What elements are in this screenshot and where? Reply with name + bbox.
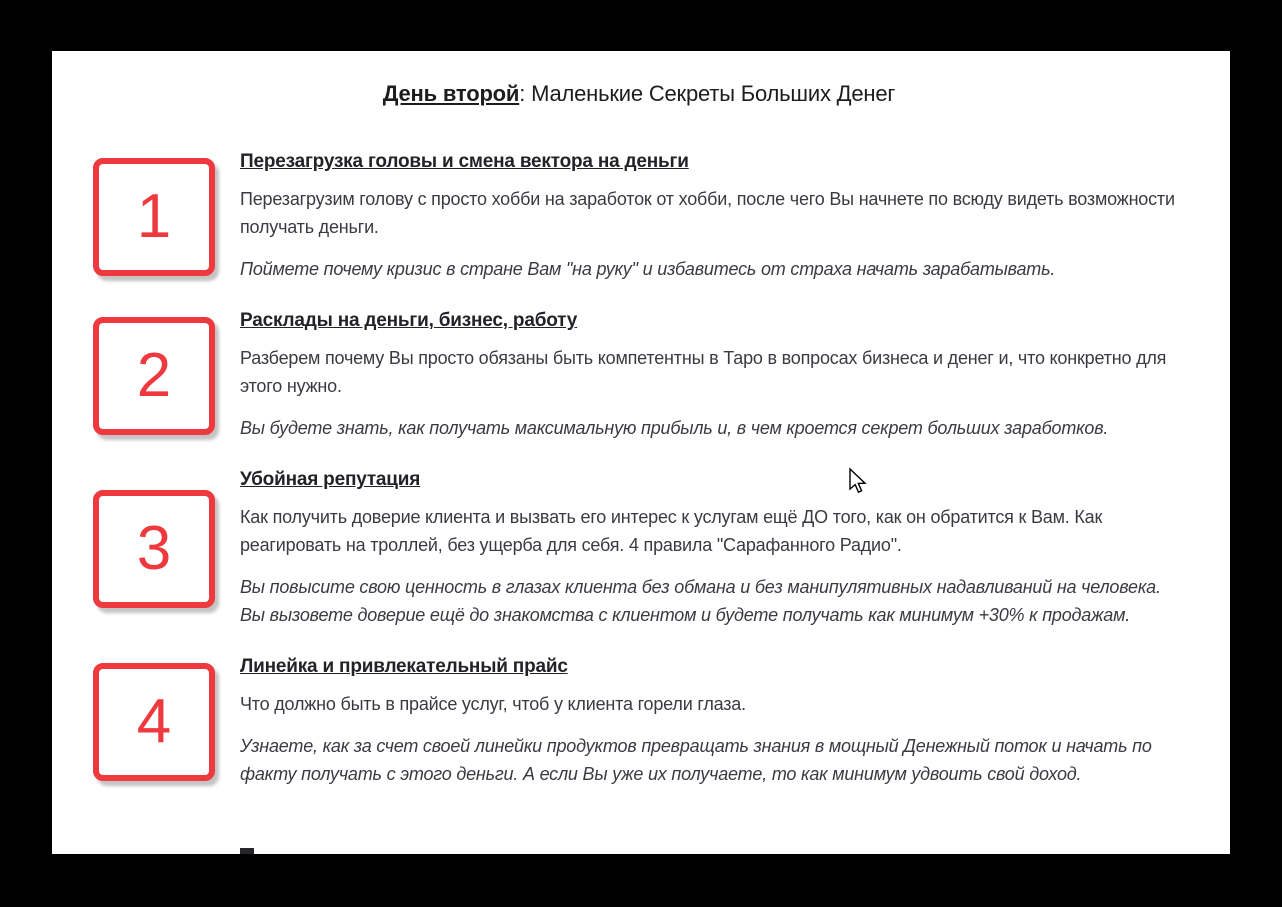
item-description: Разберем почему Вы просто обязаны быть компетентны в Таро в вопросах бизнеса и денег и, что конкретно для этого нужно. (240, 348, 1167, 396)
item-heading: Линейка и привлекательный прайс (240, 656, 568, 677)
page-content (52, 51, 1230, 854)
item-number: 2 (136, 340, 172, 410)
item-heading: Расклады на деньги, бизнес, работу (240, 310, 578, 331)
page-title (93, 80, 1185, 108)
item-number-badge (93, 663, 215, 781)
course-item-4 (93, 655, 1185, 788)
page-title-lead: День второй (382, 81, 520, 106)
item-body (240, 150, 1185, 283)
item-benefit: Вы повысите свою ценность в глазах клиента без обмана и без манипулятивных надавливаний на человека. Вы вызовете доверие ещё до знакомства с клиентом и будете получать как минимум +30% к продажам. (240, 577, 1161, 625)
item-body (240, 655, 1185, 788)
course-item-1 (93, 150, 1185, 283)
item-description: Как получить доверие клиента и вызвать его интерес к услугам ещё ДО того, как он обратится к Вам. Как реагировать на троллей, без ущерба для себя. 4 правила "Сарафанного Радио". (240, 507, 1103, 555)
page-title-rest: : Маленькие Секреты Больших Денег (519, 81, 896, 106)
item-benefit: Узнаете, как за счет своей линейки продуктов превращать знания в мощный Денежный поток и начать по факту получать с этого деньги. А если Вы уже их получаете, то как минимум удвоить свой доход. (240, 736, 1152, 784)
next-heading-cutoff (240, 848, 254, 854)
course-item-2 (93, 309, 1185, 442)
item-number: 1 (136, 181, 172, 251)
item-number: 4 (136, 686, 172, 756)
item-body (240, 468, 1185, 629)
course-item-3 (93, 468, 1185, 629)
item-benefit: Вы будете знать, как получать максимальную прибыль и, в чем кроется секрет больших заработков. (240, 418, 1109, 438)
item-heading: Перезагрузка головы и смена вектора на деньги (240, 151, 689, 172)
item-benefit: Поймете почему кризис в стране Вам "на руку" и избавитесь от страха начать зарабатывать. (240, 259, 1056, 279)
item-description: Перезагрузим голову с просто хобби на заработок от хобби, после чего Вы начнете по всюду видеть возможности получать деньги. (240, 189, 1175, 237)
item-heading: Убойная репутация (240, 469, 421, 490)
item-number-badge (93, 490, 215, 608)
item-number: 3 (136, 513, 172, 583)
item-body (240, 309, 1185, 442)
item-number-badge (93, 317, 215, 435)
item-number-badge (93, 158, 215, 276)
item-description: Что должно быть в прайсе услуг, чтоб у клиента горели глаза. (240, 694, 746, 714)
